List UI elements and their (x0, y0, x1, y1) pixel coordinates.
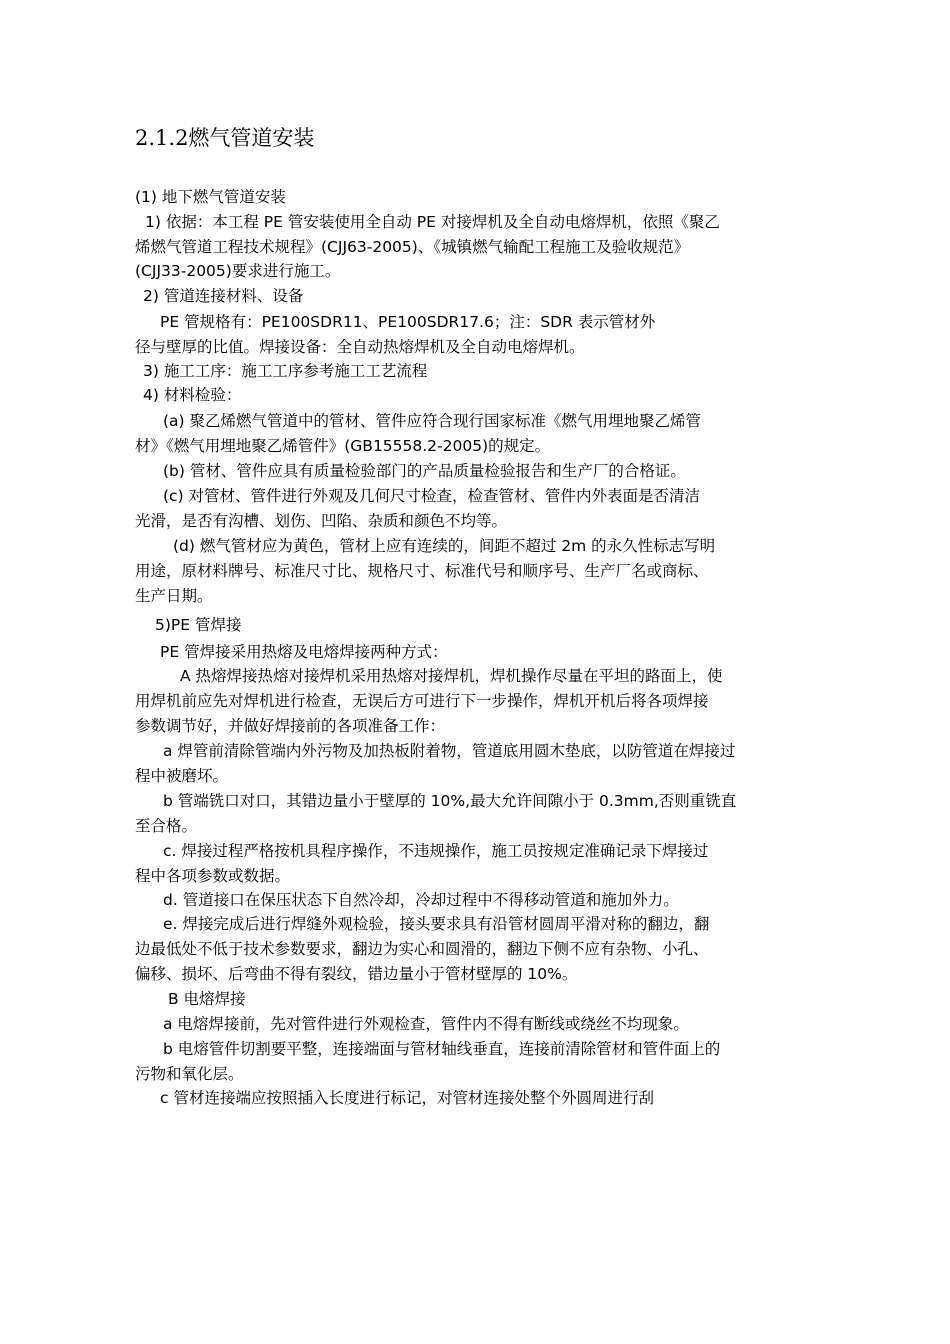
text-line: PE 管焊接采用热熔及电熔焊接两种方式： (160, 643, 448, 661)
text-line: 烯燃气管道工程技术规程》(CJJ63-2005)、《城镇燃气输配工程施工及验收规范》 (135, 238, 690, 256)
text-line: B 电熔焊接 (168, 990, 246, 1008)
text-line: 至合格。 (135, 817, 198, 835)
text-line: e. 焊接完成后进行焊缝外观检验，接头要求具有沿管材圆周平滑对称的翻边，翻 (163, 915, 710, 933)
section-heading: 2.1.2燃气管道安装 (135, 126, 315, 150)
text-line: a 电熔焊接前，先对管件进行外观检查，管件内不得有断线或绕丝不均现象。 (163, 1015, 689, 1033)
text-line: d. 管道接口在保压状态下自然冷却，冷却过程中不得移动管道和施加外力。 (163, 891, 679, 909)
text-line: 用焊机前应先对焊机进行检查，无误后方可进行下一步操作，焊机开机后将各项焊接 (135, 692, 709, 710)
text-line: 材》《燃气用埋地聚乙烯管件》(GB15558.2-2005)的规定。 (135, 437, 551, 455)
text-line: a 焊管前清除管端内外污物及加热板附着物，管道底用圆木垫底，以防管道在焊接过 (163, 742, 736, 760)
text-line: 用途，原材料牌号、标准尺寸比、规格尺寸、标准代号和顺序号、生产厂名或商标、 (135, 562, 709, 580)
text-line: 污物和氧化层。 (135, 1065, 244, 1083)
text-line: 1) 依据：本工程 PE 管安装使用全自动 PE 对接焊机及全自动电熔焊机，依照《聚乙 (145, 213, 720, 231)
text-line: c 管材连接端应按照插入长度进行标记，对管材连接处整个外圆周进行刮 (160, 1089, 654, 1107)
text-line: (1) 地下燃气管道安装 (135, 188, 286, 206)
text-line: (b) 管材、管件应具有质量检验部门的产品质量检验报告和生产厂的合格证。 (163, 462, 686, 480)
text-line: b 电熔管件切割要平整，连接端面与管材轴线垂直，连接前清除管材和管件面上的 (163, 1040, 721, 1058)
text-line: 4) 材料检验： (143, 386, 242, 404)
text-line: (d) 燃气管材应为黄色，管材上应有连续的，间距不超过 2m 的永久性标志写明 (173, 537, 716, 555)
text-line: 边最低处不低于技术参数要求，翻边为实心和圆滑的，翻边下侧不应有杂物、小孔、 (135, 940, 709, 958)
text-line: 参数调节好，并做好焊接前的各项准备工作： (135, 717, 446, 735)
text-line: 程中被磨坏。 (135, 767, 229, 785)
text-line: 光滑，是否有沟槽、划伤、凹陷、杂质和颜色不均等。 (135, 512, 508, 530)
text-line: 偏移、损坏、后弯曲不得有裂纹，错边量小于管材壁厚的 10%。 (135, 965, 578, 983)
text-line: c. 焊接过程严格按机具程序操作，不违规操作，施工员按规定准确记录下焊接过 (163, 842, 709, 860)
text-line: 3) 施工工序：施工工序参考施工工艺流程 (143, 362, 428, 380)
text-line: (c) 对管材、管件进行外观及几何尺寸检查，检查管材、管件内外表面是否清洁 (163, 487, 701, 505)
text-line: 5)PE 管焊接 (155, 616, 242, 634)
text-line: 程中各项参数或数据。 (135, 867, 291, 885)
text-line: b 管端铣口对口，其错边量小于壁厚的 10%,最大允许间隙小于 0.3mm,否则重铣直 (163, 792, 737, 810)
text-line: 生产日期。 (135, 587, 213, 605)
text-line: 2) 管道连接材料、设备 (143, 287, 304, 305)
text-line: (CJJ33-2005)要求进行施工。 (135, 262, 341, 280)
text-line: A 热熔焊接热熔对接焊机采用热熔对接焊机，焊机操作尽量在平坦的路面上，使 (180, 667, 723, 685)
text-line: PE 管规格有：PE100SDR11、PE100SDR17.6；注：SDR 表示管材外 (160, 313, 656, 331)
text-line: (a) 聚乙烯燃气管道中的管材、管件应符合现行国家标准《燃气用埋地聚乙烯管 (163, 412, 702, 430)
text-line: 径与壁厚的比值。焊接设备：全自动热熔焊机及全自动电熔焊机。 (135, 338, 585, 356)
